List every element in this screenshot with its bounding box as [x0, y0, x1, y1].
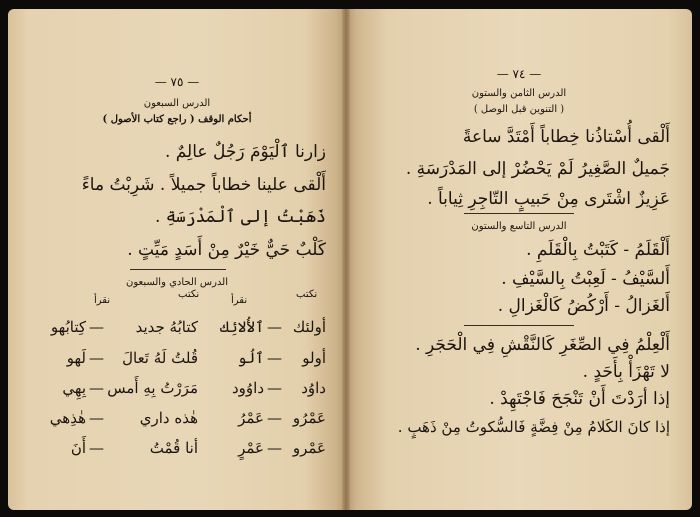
table-cell: عَمْرُ — [238, 409, 264, 427]
table-row: أولو — ٱلُو قُلتُ لَهُ تَعالَ — لَهو — [66, 349, 326, 367]
table-row: داوُد — داوُود مَرَرْتُ بِهِ أَمس — بِهِي — [62, 379, 326, 397]
table-row: عَمْرو — عَمْرٍ أنا قُمْتُ — أَنَ — [70, 439, 326, 457]
book-spine — [342, 9, 350, 510]
text-line: إذا كانَ الكَلامُ مِنْ فِضَّةٍ فَالسُّكوتُ مِنْ ذَهَبٍ . — [397, 418, 670, 436]
table-cell: عَمْرو — [292, 439, 326, 457]
text-line: أَلسَّيْفُ - لَعِبْتُ بِالسَّيْفِ . — [501, 269, 670, 289]
text-line: جَميلٌ الصَّغِيرُ لَمْ يَحْضُرْ إلى المَدْرَسَةِ . — [405, 159, 670, 179]
lesson-title: الدرس السبعون — [143, 98, 211, 109]
table-cell: عَمْرُو — [292, 409, 326, 427]
lesson-title: الدرس الثامن والستون — [471, 88, 567, 99]
lesson-subtitle: أحكام الوقف ( راجع كتاب الأصول ) — [102, 114, 252, 125]
table-cell: مَرَرْتُ بِهِ أَمس — [107, 379, 198, 397]
table-row: أولئك — ٱلأُلائِك كتابُهُ جديد — كِتابُهو — [50, 318, 326, 336]
table-cell: هٰذِهي — [49, 409, 86, 427]
open-book — [8, 9, 692, 510]
table-cell: أولو — [302, 349, 326, 367]
right-page — [346, 9, 692, 510]
column-header: نكتب — [178, 289, 200, 300]
table-cell: أنا قُمْتُ — [149, 439, 198, 457]
lesson-title: الدرس الحادي والسبعون — [125, 277, 228, 288]
table-cell: عَمْرٍ — [238, 439, 264, 457]
table-cell: لَهو — [66, 349, 86, 367]
table-cell: داوُود — [231, 379, 264, 397]
table-cell: قُلتُ لَهُ تَعالَ — [122, 349, 198, 367]
text-line: أَلْعِلْمُ فِي الصِّغَرِ كَالنَّقْشِ فِي الْحَجَرِ . — [415, 335, 670, 355]
table-cell: كِتابُهو — [50, 318, 86, 336]
text-line: إذا أرَدْتَ أَنْ تَنْجَحَ فَاجْتَهِدْ . — [489, 389, 670, 409]
page-number: — ٧٤ — — [496, 67, 542, 81]
table-cell: أَنَ — [70, 439, 86, 457]
text-line: أَلْقى أُسْتاذُنا خِطاباً أَمْتَدَّ ساعةً — [462, 127, 670, 147]
text-line: عَزِيزٌ اشْتَرى مِنْ حَبيبٍ التّاجِرِ ثِياباً . — [427, 189, 670, 209]
table-cell: كتابُهُ جديد — [135, 318, 198, 336]
table-cell: ٱلأُلائِك — [220, 318, 264, 336]
table-row: عَمْرُو — عَمْرُ هٰذه داري — هٰذِهي — [49, 409, 326, 427]
text-line: أَلغَزالُ - أَرْكُضُ كَالْغَزالِ . — [497, 296, 670, 316]
text-line: لا تَهْزَأْ بِأَحَدٍ . — [582, 362, 670, 382]
column-header: نقرأ — [231, 295, 248, 306]
text-line: زارنا ٱلْيَوْمَ رَجُلٌ عالِمٌ . — [164, 142, 326, 162]
table-cell: ٱلُو — [237, 349, 264, 367]
table-cell: بِهِي — [62, 379, 86, 397]
page-number: — ٧٥ — — [154, 75, 200, 89]
text-line: أَلْقَلَمُ - كَتَبْتُ بِالْقَلَمِ . — [526, 240, 670, 260]
lesson-title: الدرس التاسع والستون — [471, 221, 567, 232]
divider — [464, 213, 574, 214]
table-cell: هٰذه داري — [139, 409, 198, 427]
column-header: نكتب — [296, 289, 318, 300]
column-header: نقرأ — [94, 295, 111, 306]
lesson-subtitle: ( التنوين قبل الوصل ) — [473, 104, 565, 115]
text-line: ذَهَبْتُ إلى ٱلْمَدْرَسَةِ . — [154, 207, 326, 227]
text-line: كَلْبٌ حَيٌّ خَيْرٌ مِنْ أَسَدٍ مَيِّتٍ . — [127, 240, 326, 260]
divider — [464, 325, 574, 326]
divider — [130, 269, 226, 270]
table-cell: أولئك — [292, 318, 326, 336]
table-cell: داوُد — [301, 379, 326, 397]
left-page — [8, 9, 346, 510]
text-line: أَلْقى علينا خطاباً جميلاً . شَرِبْتُ ماءً — [81, 175, 326, 195]
